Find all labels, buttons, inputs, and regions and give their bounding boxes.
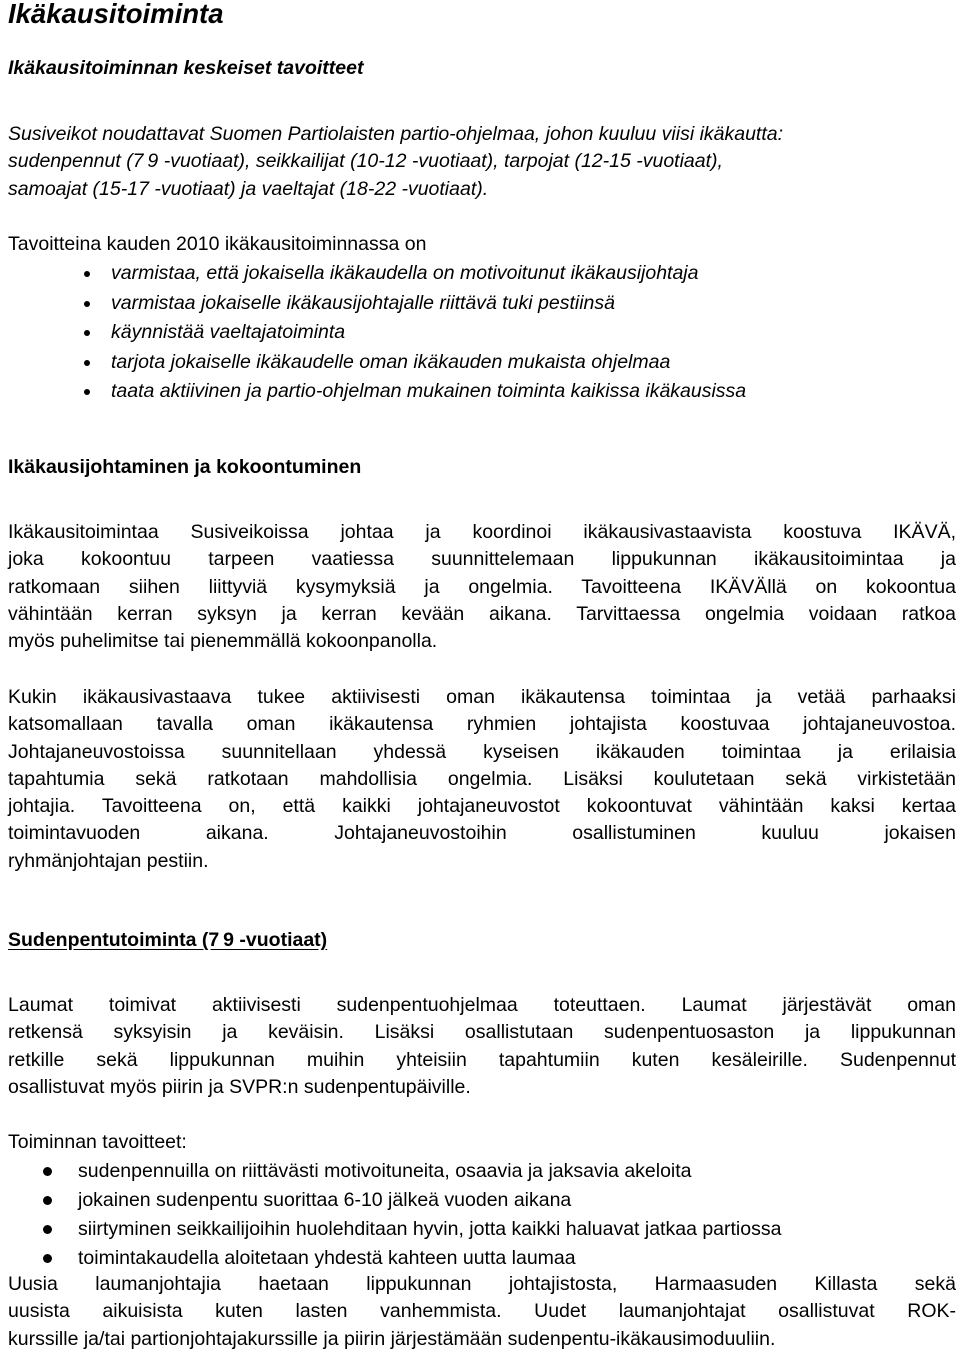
text-line: toimintavuoden aikana. Johtajaneuvostoihin osallistuminen kuuluu jokaisen [8,822,956,845]
section-heading-cubs [8,927,956,953]
list-item [8,289,956,319]
text-line: retkensä syksyisin ja keväisin. Lisäksi osallistutaan sudenpentuosaston ja lippukunnan [8,1021,956,1044]
bullet-icon [43,1254,52,1263]
list-item-text: sudenpennuilla on riittävästi motivoituneita, osaavia ja jaksavia akeloita [78,1160,692,1182]
page-title: Ikäkausitoiminta [8,0,224,29]
text-line: uusista aikuisista kuten lasten vanhemmista. Uudet laumanjohtajat osallistuvat ROK- [8,1300,956,1323]
bullet-icon [43,1225,52,1234]
intro-paragraph [8,121,956,203]
text-line: tapahtumia sekä ratkotaan mahdollisia ongelmia. Lisäksi koulutetaan sekä virkistetään [8,767,956,790]
list-item-text: siirtyminen seikkailijoihin huolehditaan hyvin, jotta kaikki haluavat jatkaa partiossa [78,1218,782,1240]
leadership-paragraph-1 [8,519,956,655]
text-line: ryhmänjohtajan pestiin. [8,849,209,872]
text-line: kurssille ja/tai partionjohtajakurssille ja piirin järjestämään sudenpentu-ikäkausimoduuliin. [8,1327,776,1350]
cubs-paragraph-1 [8,992,956,1101]
list-item [8,348,956,378]
section-heading: Ikäkausijohtaminen ja kokoontuminen [8,456,362,478]
text-line: Susiveikot noudattavat Suomen Partiolaisten partio-ohjelmaa, johon kuuluu viisi ikäkautta: [8,123,784,145]
goals-list-container [8,259,956,407]
goals-intro: Tavoitteina kauden 2010 ikäkausitoiminnassa on [8,233,427,255]
list-item-text: varmistaa, että jokaisella ikäkaudella on motivoitunut ikäkausijohtaja [111,262,699,284]
bullet-icon [43,1167,52,1176]
list-item [8,1215,956,1244]
bullet-icon [84,271,90,277]
list-item-text: toimintakaudella aloitetaan yhdestä kahteen uutta laumaa [78,1247,576,1269]
bullet-icon [84,360,90,366]
text-line: samoajat (15‐17 -vuotiaat) ja vaeltajat (18‐22 -vuotiaat). [8,177,489,200]
goals-list [8,259,956,407]
list-item [8,377,956,407]
list-item-text: käynnistää vaeltajatoiminta [111,321,346,343]
list-item-text: jokainen sudenpentu suorittaa 6-10 jälkeä vuoden aikana [78,1189,572,1211]
list-item [8,318,956,348]
list-item [8,1157,956,1186]
section-heading-goals [8,55,956,81]
cubs-goals-list [8,1157,956,1273]
text-line: retkille sekä lippukunnan muihin yhteisiin tapahtumiin kuten kesäleirille. Sudenpennut [8,1048,956,1071]
bullet-icon [84,389,90,395]
section-heading: Ikäkausitoiminnan keskeiset tavoitteet [8,57,364,79]
list-item-text: taata aktiivinen ja partio-ohjelman mukainen toiminta kaikissa ikäkausissa [111,380,747,402]
list-item [8,259,956,289]
text-line: vähintään kerran syksyn ja kerran kevään aikana. Tarvittaessa ongelmia voidaan ratkoa [8,602,956,625]
list-item-text: varmistaa jokaiselle ikäkausijohtajalle riittävä tuki pestiinsä [111,291,615,314]
text-line: myös puhelimitse tai pienemmällä kokoonpanolla. [8,630,438,653]
section-heading: Sudenpentutoiminta (7 9 -vuotiaat) [8,929,328,951]
cubs-goals-intro: Toiminnan tavoitteet: [8,1131,187,1153]
text-line: Kukin ikäkausivastaava tukee aktiivisesti oman ikäkautensa toimintaa ja vetää parhaaksi [8,686,956,708]
text-line: Ikäkausitoimintaa Susiveikoissa johtaa ja koordinoi ikäkausivastaavista koostuva IKÄVÄ, [8,521,956,543]
text-line: ratkomaan siihen liittyviä kysymyksiä ja ongelmia. Tavoitteena IKÄVÄllä on kokoontua [8,575,956,598]
text-line: Laumat toimivat aktiivisesti sudenpentuohjelmaa toteuttaen. Laumat järjestävät oman [8,994,956,1016]
text-line: joka kokoontuu tarpeen vaatiessa suunnittelemaan lippukunnan ikäkausitoimintaa ja [8,548,956,571]
bullet-icon [43,1196,52,1205]
bullet-icon [84,301,90,307]
text-line: katsomallaan tavalla oman ikäkautensa ryhmien johtajista koostuvaa johtajaneuvostoa. [8,713,956,736]
text-line: Johtajaneuvostoissa suunnitellaan yhdessä kyseisen ikäkauden toimintaa ja erilaisia [8,740,956,763]
bullet-icon [84,330,90,336]
text-line: johtajia. Tavoitteena on, että kaikki johtajaneuvostot kokoontuvat vähintään kaksi kertaa [8,795,956,818]
cubs-goals-container [8,1157,956,1273]
text-line: sudenpennut (7 9 -vuotiaat), seikkailijat (10‐12 -vuotiaat), tarpojat (12‐15 -vuotiaat), [8,150,723,173]
list-item [8,1186,956,1215]
list-item-text: tarjota jokaiselle ikäkaudelle oman ikäkauden mukaista ohjelmaa [111,350,671,373]
text-line: Uusia laumanjohtajia haetaan lippukunnan johtajistosta, Harmaasuden Killasta sekä [8,1273,956,1295]
cubs-paragraph-2 [8,1271,956,1353]
list-item [8,1244,956,1273]
section-heading-leadership [8,454,956,480]
text-line: osallistuvat myös piirin ja SVPR:n sudenpentupäiville. [8,1075,471,1098]
leadership-paragraph-2 [8,684,956,875]
